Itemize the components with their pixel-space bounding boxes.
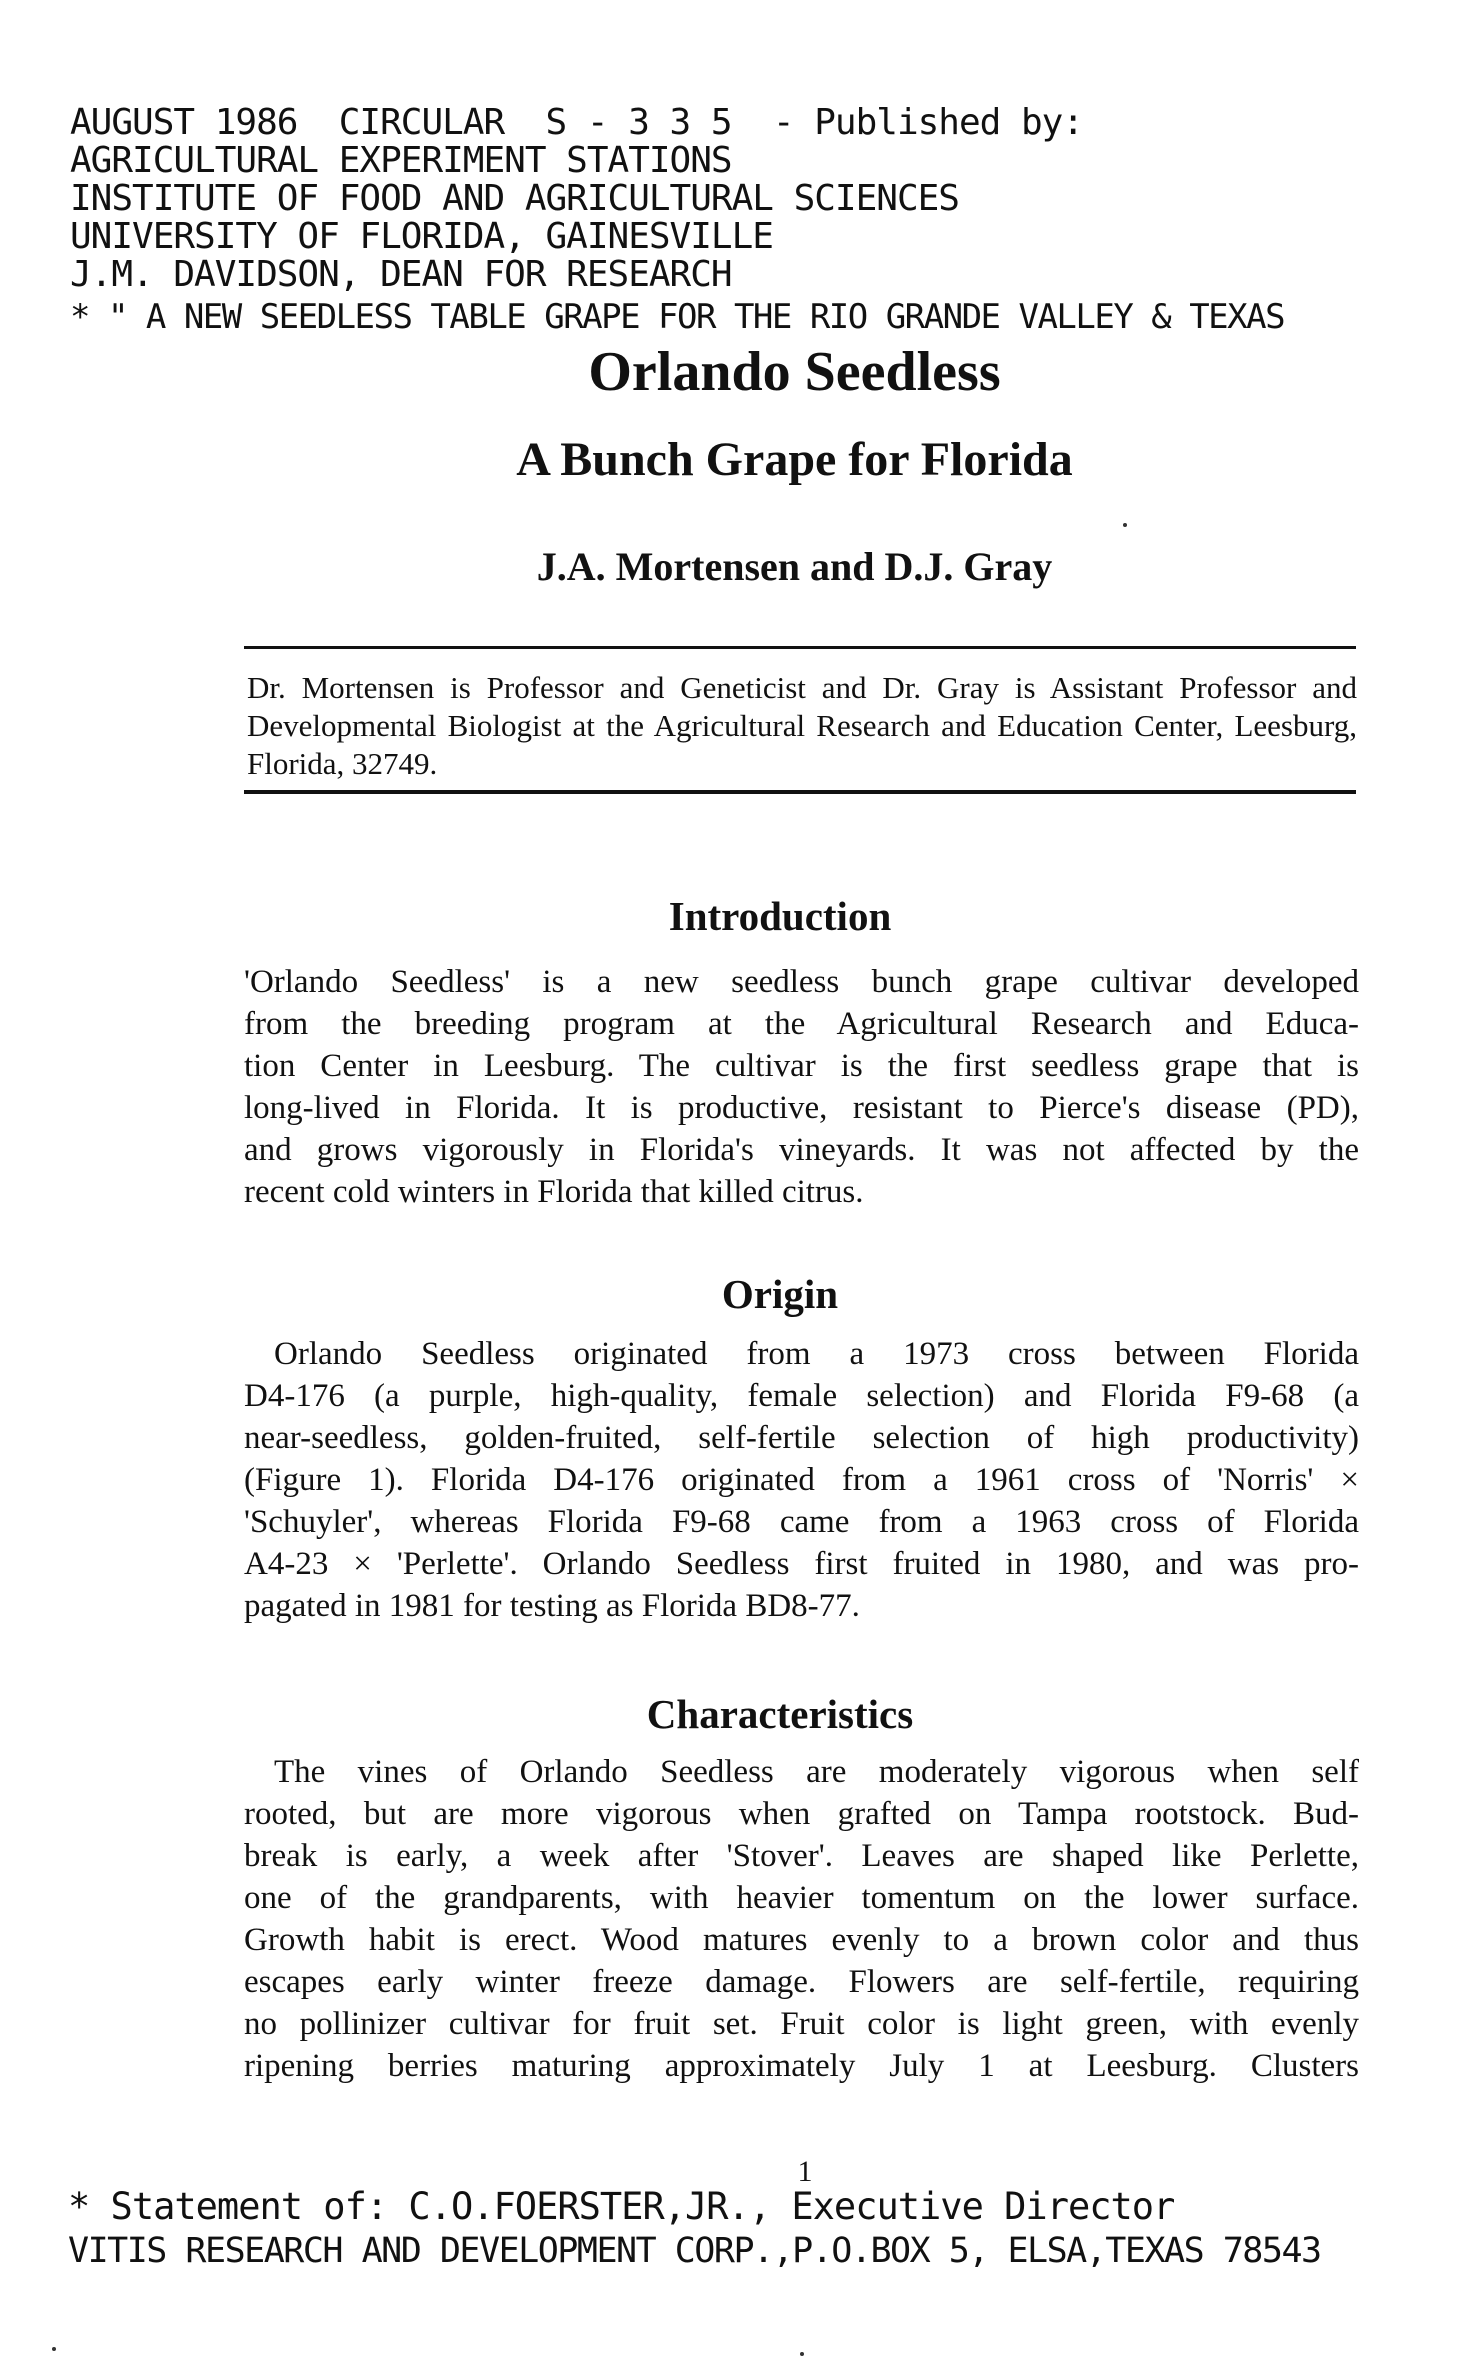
text-line: (Figure 1). Florida D4-176 originated from a 1961 cross of 'Norris' ×	[244, 1462, 1359, 1498]
header-line-3: INSTITUTE OF FOOD AND AGRICULTURAL SCIENCES	[70, 178, 959, 219]
text-line: and grows vigorously in Florida's vineyards. It was not affected by the	[244, 1132, 1359, 1168]
text-line: 'Orlando Seedless' is a new seedless bunch grape cultivar developed	[244, 964, 1359, 1000]
origin-heading: Origin	[721, 1271, 839, 1317]
text-line: near-seedless, golden-fruited, self-fertile selection of high productivity)	[244, 1420, 1359, 1456]
header-line-6: * " A NEW SEEDLESS TABLE GRAPE FOR THE RIO GRANDE VALLEY & TEXAS	[70, 297, 1285, 337]
bottom-rule	[244, 790, 1356, 794]
text-line: from the breeding program at the Agricultural Research and Educa-	[244, 1006, 1359, 1042]
text-line: break is early, a week after 'Stover'. Leaves are shaped like Perlette,	[244, 1838, 1359, 1874]
characteristics-heading: Characteristics	[646, 1691, 914, 1737]
scan-speck	[52, 2347, 56, 2351]
text-line: ripening berries maturing approximately July 1 at Leesburg. Clusters	[244, 2048, 1359, 2084]
characteristics-paragraph	[244, 1751, 1359, 2087]
document-subtitle: A Bunch Grape for Florida	[516, 433, 1073, 486]
text-line: The vines of Orlando Seedless are moderately vigorous when self	[274, 1754, 1359, 1790]
text-line: pagated in 1981 for testing as Florida BD8-77.	[244, 1588, 860, 1624]
header-line-4: UNIVERSITY OF FLORIDA, GAINESVILLE	[70, 216, 773, 257]
scan-speck	[1123, 523, 1127, 527]
document-title: Orlando Seedless	[588, 341, 1001, 403]
introduction-heading: Introduction	[668, 893, 892, 939]
authors: J.A. Mortensen and D.J. Gray	[536, 544, 1053, 589]
text-line: Orlando Seedless originated from a 1973 cross between Florida	[274, 1336, 1359, 1372]
header-line-1: AUGUST 1986 CIRCULAR S - 3 3 5 - Published by:	[70, 102, 1084, 143]
introduction-paragraph	[244, 961, 1359, 1213]
text-line: no pollinizer cultivar for fruit set. Fruit color is light green, with evenly	[244, 2006, 1359, 2042]
text-line: long-lived in Florida. It is productive, resistant to Pierce's disease (PD),	[244, 1090, 1359, 1126]
header-line-2: AGRICULTURAL EXPERIMENT STATIONS	[70, 140, 732, 181]
text-line: tion Center in Leesburg. The cultivar is the first seedless grape that is	[244, 1048, 1359, 1084]
text-line: recent cold winters in Florida that killed citrus.	[244, 1174, 864, 1210]
header-line-5: J.M. DAVIDSON, DEAN FOR RESEARCH	[70, 254, 732, 295]
text-line: 'Schuyler', whereas Florida F9-68 came from a 1963 cross of Florida	[244, 1504, 1359, 1540]
text-line: one of the grandparents, with heavier tomentum on the lower surface.	[244, 1880, 1359, 1916]
origin-paragraph	[244, 1333, 1359, 1627]
footer-line-2: VITIS RESEARCH AND DEVELOPMENT CORP.,P.O.BOX 5, ELSA,TEXAS 78543	[68, 2231, 1321, 2271]
author-affiliation: Dr. Mortensen is Professor and Geneticist and Dr. Gray is Assistant Professor and Developmental Biologist at the Agricultural Research and Education Center, Leesburg, Florida, 32749.	[247, 670, 1357, 781]
text-line: D4-176 (a purple, high-quality, female selection) and Florida F9-68 (a	[244, 1378, 1359, 1414]
footer-line-1: * Statement of: C.O.FOERSTER,JR., Executive Director	[68, 2185, 1175, 2228]
text-line: Growth habit is erect. Wood matures evenly to a brown color and thus	[244, 1922, 1359, 1958]
text-line: escapes early winter freeze damage. Flowers are self-fertile, requiring	[244, 1964, 1359, 2000]
top-rule	[244, 646, 1356, 649]
text-line: rooted, but are more vigorous when grafted on Tampa rootstock. Bud-	[244, 1796, 1359, 1832]
scan-speck	[800, 2352, 804, 2356]
text-line: A4-23 × 'Perlette'. Orlando Seedless first fruited in 1980, and was pro-	[244, 1546, 1359, 1582]
page-number: 1	[797, 2155, 813, 2188]
